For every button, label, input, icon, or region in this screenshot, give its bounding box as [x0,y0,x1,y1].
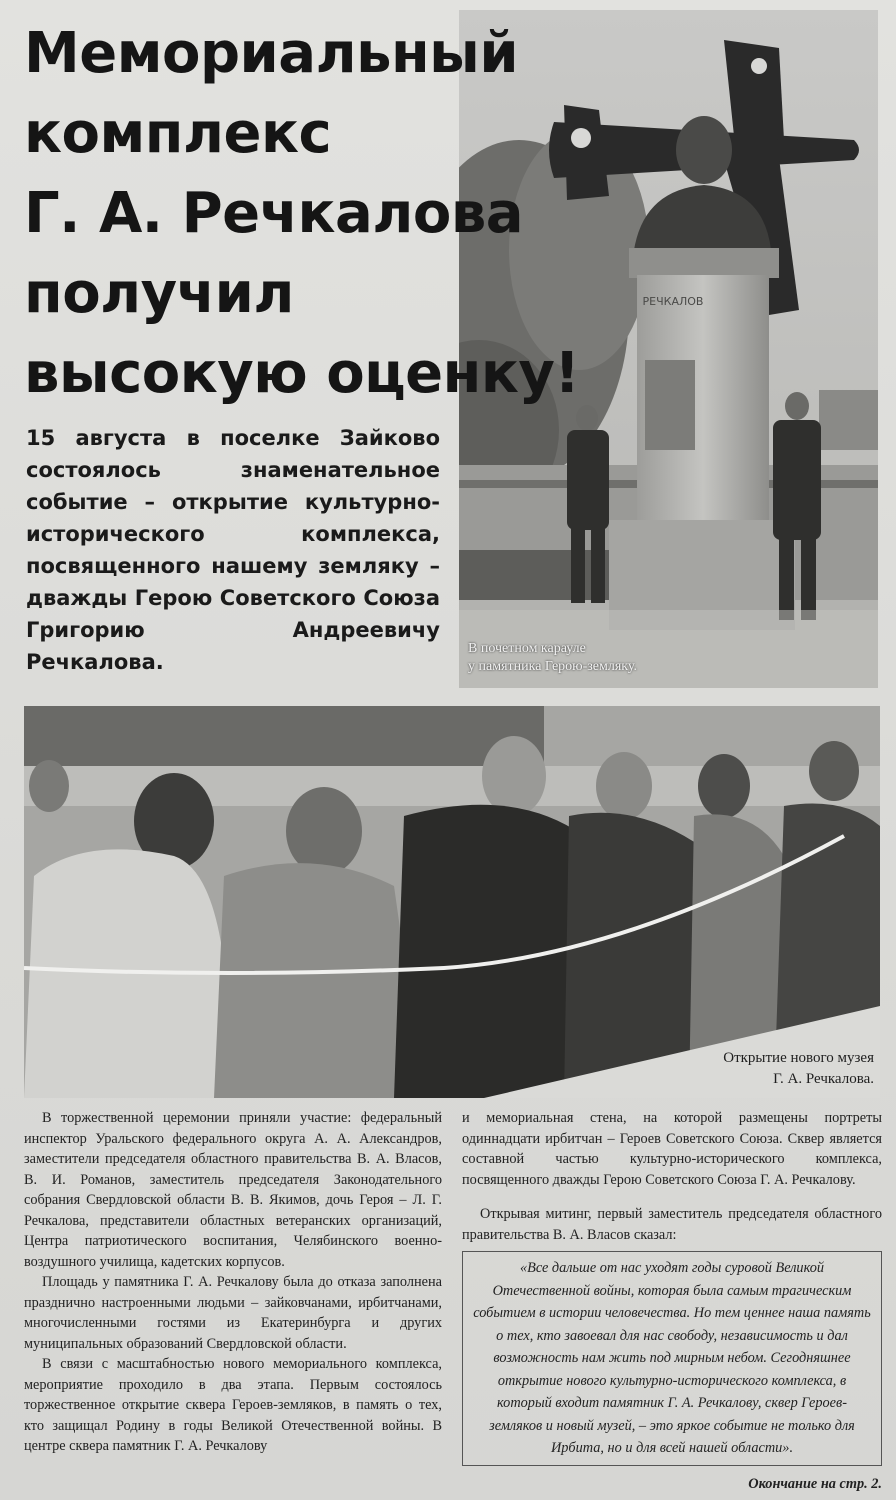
monument-photo-caption [468,640,728,676]
quote-box: «Все дальше от нас уходят годы суровой Великой Отечественной войны, которая была самым трагическим событием в истории человечества. Но тем ценнее наша память о тех, кто завоевал для нас свободу, независимость и дал возможность нам жить под мирным небом. Сегодняшнее открытие нового культурно-исторического комплекса, в который входит памятник Г. А. Речкалову, сквер Героев-земляков и новый музей, – это яркое событие не только для Ирбита, но и для всей нашей области». [462,1251,882,1466]
caption-line: Открытие нового музея [723,1050,874,1066]
article-paragraph: Открывая митинг, первый заместитель председателя областного правительства В. А. Власов сказал: [462,1206,882,1243]
article-paragraph: и мемориальная стена, на которой размещены портреты одиннадцати ирбитчан – Героев Советского Союза. Сквер является составной частью культурно-исторического комплекса, посвященного дважды Герою Советского Союза Г. А. Речкалову. [462,1110,882,1188]
article-column-right [462,1108,882,1494]
ribbon-cutting-illustration [24,706,880,1098]
ribbon-cutting-photo [24,706,880,1098]
caption-line: В почетном карауле [468,641,586,656]
article-paragraph: В торжественной церемонии приняли участие: федеральный инспектор Уральского федерального округа А. А. Александров, заместители председателя областного правительства В. А. Власов, В. И. Романов, заместитель председателя Законодательного собрания Свердловской области В. В. Якимов, дочь Героя – Л. Г. Речкалова, представители областных ветеранских организаций, Центра патриотического воспитания, Челябинского военно-воздушного училища, кадетских корпусов. [24,1110,442,1270]
article-paragraph: Площадь у памятника Г. А. Речкалову была до отказа заполнена празднично настроенными людьми – зайковчанами, ирбитчанами, многочисленными гостями из Екатеринбурга и других муниципальных образований Свердловской области. [24,1274,442,1352]
headline-line: получил [24,261,294,326]
ribbon-photo-caption [650,1048,874,1090]
caption-line: Г. А. Речкалова. [773,1071,874,1087]
headline-line: высокую оценку! [24,341,580,406]
caption-line: у памятника Герою-земляку. [468,659,638,674]
headline-line: Г. А. Речкалова [24,181,524,246]
article-headline [24,14,624,414]
plaque-name: РЕЧКАЛОВ [642,295,704,308]
headline-line: комплекс [24,101,332,166]
continuation-note: Окончание на стр. 2. [748,1475,882,1492]
headline-line: Мемориальный [24,21,519,86]
lead-paragraph: 15 августа в поселке Зайково состоялось знаменательное событие – открытие культурно-исторического комплекса, посвященного нашему земляку – дважды Герою Советского Союза Григорию Андреевичу Речкалова. [26,426,440,674]
article-paragraph: В связи с масштабностью нового мемориального комплекса, мероприятие проходило в два этапа. Первым состоялось торжественное открытие сквера Героев-земляков, в память о тех, кто защищал Родину в годы Великой Отечественной войны. В центре сквера памятник Г. А. Речкалову [24,1356,442,1454]
article-column-left [24,1108,442,1457]
